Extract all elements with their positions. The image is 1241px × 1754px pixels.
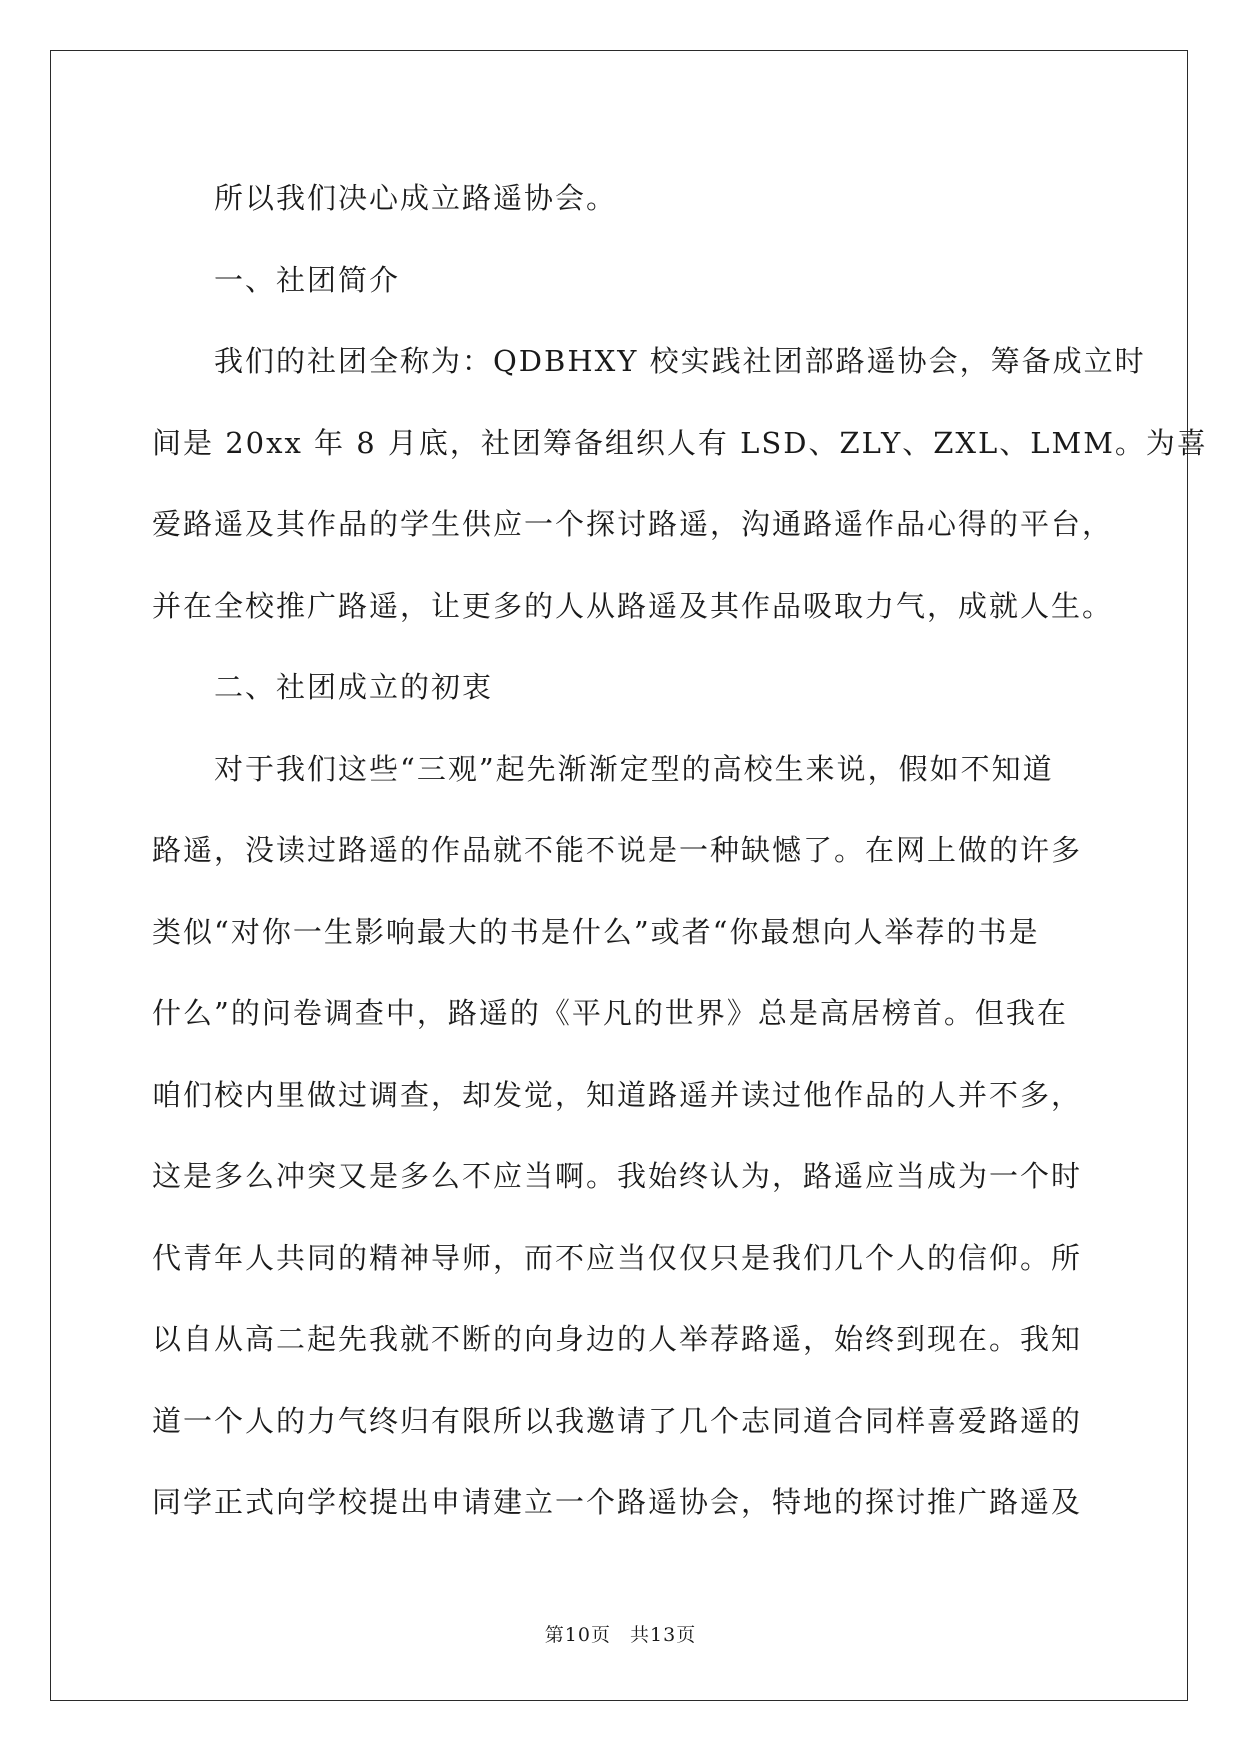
page-footer <box>0 1620 1241 1647</box>
text-line: 所以我们决心成立路遥协会。 <box>214 181 618 215</box>
text-line: 代青年人共同的精神导师，而不应当仅仅只是我们几个人的信仰。所 <box>152 1240 1083 1275</box>
text-line: 二、社团成立的初衷 <box>214 670 494 704</box>
text-line: 咱们校内里做过调查，却发觉，知道路遥并读过他作品的人并不多， <box>152 1077 1083 1112</box>
text-line: 道一个人的力气终归有限所以我邀请了几个志同道合同样喜爱路遥的 <box>152 1403 1083 1438</box>
text-line: 间是 20xx 年 8 月底，社团筹备组织人有 LSD、ZLY、ZXL、LMM。为喜 <box>152 425 1208 460</box>
text-line: 类似“对你一生影响最大的书是什么”或者“你最想向人举荐的书是 <box>152 914 1040 949</box>
text-line: 对于我们这些“三观”起先渐渐定型的高校生来说，假如不知道 <box>214 751 1054 786</box>
text-line: 以自从高二起先我就不断的向身边的人举荐路遥，始终到现在。我知 <box>152 1322 1083 1356</box>
document-body <box>152 158 1208 1544</box>
text-line: 路遥，没读过路遥的作品就不能不说是一种缺憾了。在网上做的许多 <box>152 833 1083 867</box>
text-line: 这是多么冲突又是多么不应当啊。我始终认为，路遥应当成为一个时 <box>152 1159 1083 1193</box>
text-line: 什么”的问卷调查中，路遥的《平凡的世界》总是高居榜首。但我在 <box>152 996 1068 1030</box>
text-line: 一、社团简介 <box>214 262 401 297</box>
text-line: 爱路遥及其作品的学生供应一个探讨路遥，沟通路遥作品心得的平台， <box>152 507 1114 541</box>
text-line: 并在全校推广路遥，让更多的人从路遥及其作品吸取力气，成就人生。 <box>152 588 1114 623</box>
text-line: 同学正式向学校提出申请建立一个路遥协会，特地的探讨推广路遥及 <box>152 1485 1083 1519</box>
page-number-total: 共13页 <box>630 1624 697 1646</box>
page-number-current: 第10页 <box>544 1624 611 1646</box>
text-line: 我们的社团全称为：QDBHXY 校实践社团部路遥协会，筹备成立时 <box>214 344 1146 378</box>
